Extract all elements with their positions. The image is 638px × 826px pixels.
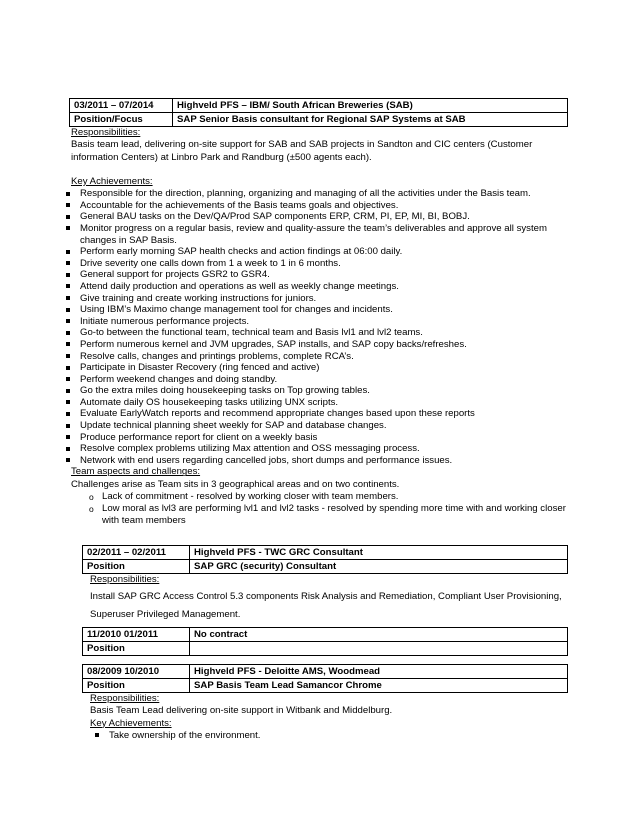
list-item: Accountable for the achievements of the Basis teams goals and objectives. [61,200,567,212]
job-company: No contract [190,628,568,642]
list-item: Network with end users regarding cancelled jobs, short dumps and performance issues. [61,455,567,467]
list-item: Perform weekend changes and doing standby. [61,374,567,386]
position-label: Position/Focus [70,113,173,127]
responsibilities-text: Basis Team Lead delivering on-site support in Witbank and Middelburg. [90,705,393,717]
list-item: Go the extra miles doing housekeeping tasks on Top growing tables. [61,385,567,397]
list-item: Update technical planning sheet weekly for SAP and database changes. [61,420,567,432]
job-header-table [82,664,568,693]
achievements-list [61,188,567,466]
responsibilities-label: Responsibilities: [71,127,141,138]
achievements-list [90,730,567,742]
key-achievements-label: Key Achievements: [90,717,172,729]
list-item: General BAU tasks on the Dev/QA/Prod SAP components ERP, CRM, PI, EP, MI, BI, BOBJ. [61,211,567,223]
team-aspects-label: Team aspects and challenges: [71,466,201,478]
list-item: Responsible for the direction, planning, organizing and managing of all the activities under the Basis team. [61,188,567,200]
job-dates: 03/2011 – 07/2014 [70,99,173,113]
list-item: Go-to between the functional team, technical team and Basis lvl1 and lvl2 teams. [61,327,567,339]
list-item: Evaluate EarlyWatch reports and recommend appropriate changes based upon these reports [61,408,567,420]
job-position: SAP Senior Basis consultant for Regional SAP Systems at SAB [173,113,568,127]
list-item: Resolve complex problems utilizing Max attention and OSS messaging process. [61,443,567,455]
list-item: Produce performance report for client on a weekly basis [61,432,567,444]
job-dates: 11/2010 01/2011 [83,628,190,642]
team-aspects-text: Challenges arise as Team sits in 3 geographical areas and on two continents. [71,478,400,490]
list-item: Monitor progress on a regular basis, review and quality-assure the team’s deliverables and approve all system changes in SAP Basis. [61,223,567,246]
position-label: Position [83,560,190,574]
position-label: Position [83,679,190,693]
job-dates: 02/2011 – 02/2011 [83,546,190,560]
job-position: SAP Basis Team Lead Samancor Chrome [190,679,568,693]
list-item: Participate in Disaster Recovery (ring fenced and active) [61,362,567,374]
challenges-list [69,491,567,528]
responsibilities-text: Basis team lead, delivering on-site support for SAB and SAB projects in Sandton and CIC centers (Customer information Centers) at Linbro Park and Randburg (±500 agents each). [71,139,533,163]
list-item: General support for projects GSR2 to GSR4. [61,269,567,281]
responsibilities-label: Responsibilities: [90,693,160,704]
job-company: Highveld PFS – IBM/ South African Breweries (SAB) [173,99,568,113]
list-item: Perform numerous kernel and JVM upgrades, SAP installs, and SAP copy backs/refreshes. [61,339,567,351]
list-item: o Lack of commitment - resolved by working closer with team members. [69,491,567,503]
list-item: Attend daily production and operations as well as weekly change meetings. [61,281,567,293]
job-dates: 08/2009 10/2010 [83,665,190,679]
job-position: SAP GRC (security) Consultant [190,560,568,574]
list-item: Initiate numerous performance projects. [61,316,567,328]
job-header-table [69,98,568,127]
job-section-no-contract [82,627,567,656]
position-label: Position [83,642,190,656]
responsibilities-text: Install SAP GRC Access Control 5.3 components Risk Analysis and Remediation, Compliant User Provisioning, Superuser Privileged Management. [90,591,562,620]
job-section-deloitte [82,664,567,741]
list-item: Perform early morning SAP health checks and action findings at 06:00 daily. [61,246,567,258]
job-section-sab [69,98,567,528]
list-item: Resolve calls, changes and printings problems, complete RCA’s. [61,351,567,363]
list-item: Drive severity one calls down from 1 a week to 1 in 6 months. [61,258,567,270]
responsibilities-label: Responsibilities: [90,574,160,585]
list-item: Automate daily OS housekeeping tasks utilizing UNX scripts. [61,397,567,409]
job-company: Highveld PFS - Deloitte AMS, Woodmead [190,665,568,679]
job-header-table [82,627,568,656]
job-section-twc-grc [82,545,567,624]
job-header-table [82,545,568,574]
list-item: o Low moral as lvl3 are performing lvl1 and lvl2 tasks - resolved by spending more time with and working closer with team members [69,503,567,527]
list-item: Using IBM’s Maximo change management tool for changes and incidents. [61,304,567,316]
list-item: Give training and create working instructions for juniors. [61,293,567,305]
job-position [190,642,568,656]
list-item: Take ownership of the environment. [90,730,567,742]
job-company: Highveld PFS - TWC GRC Consultant [190,546,568,560]
key-achievements-label: Key Achievements: [71,175,153,187]
